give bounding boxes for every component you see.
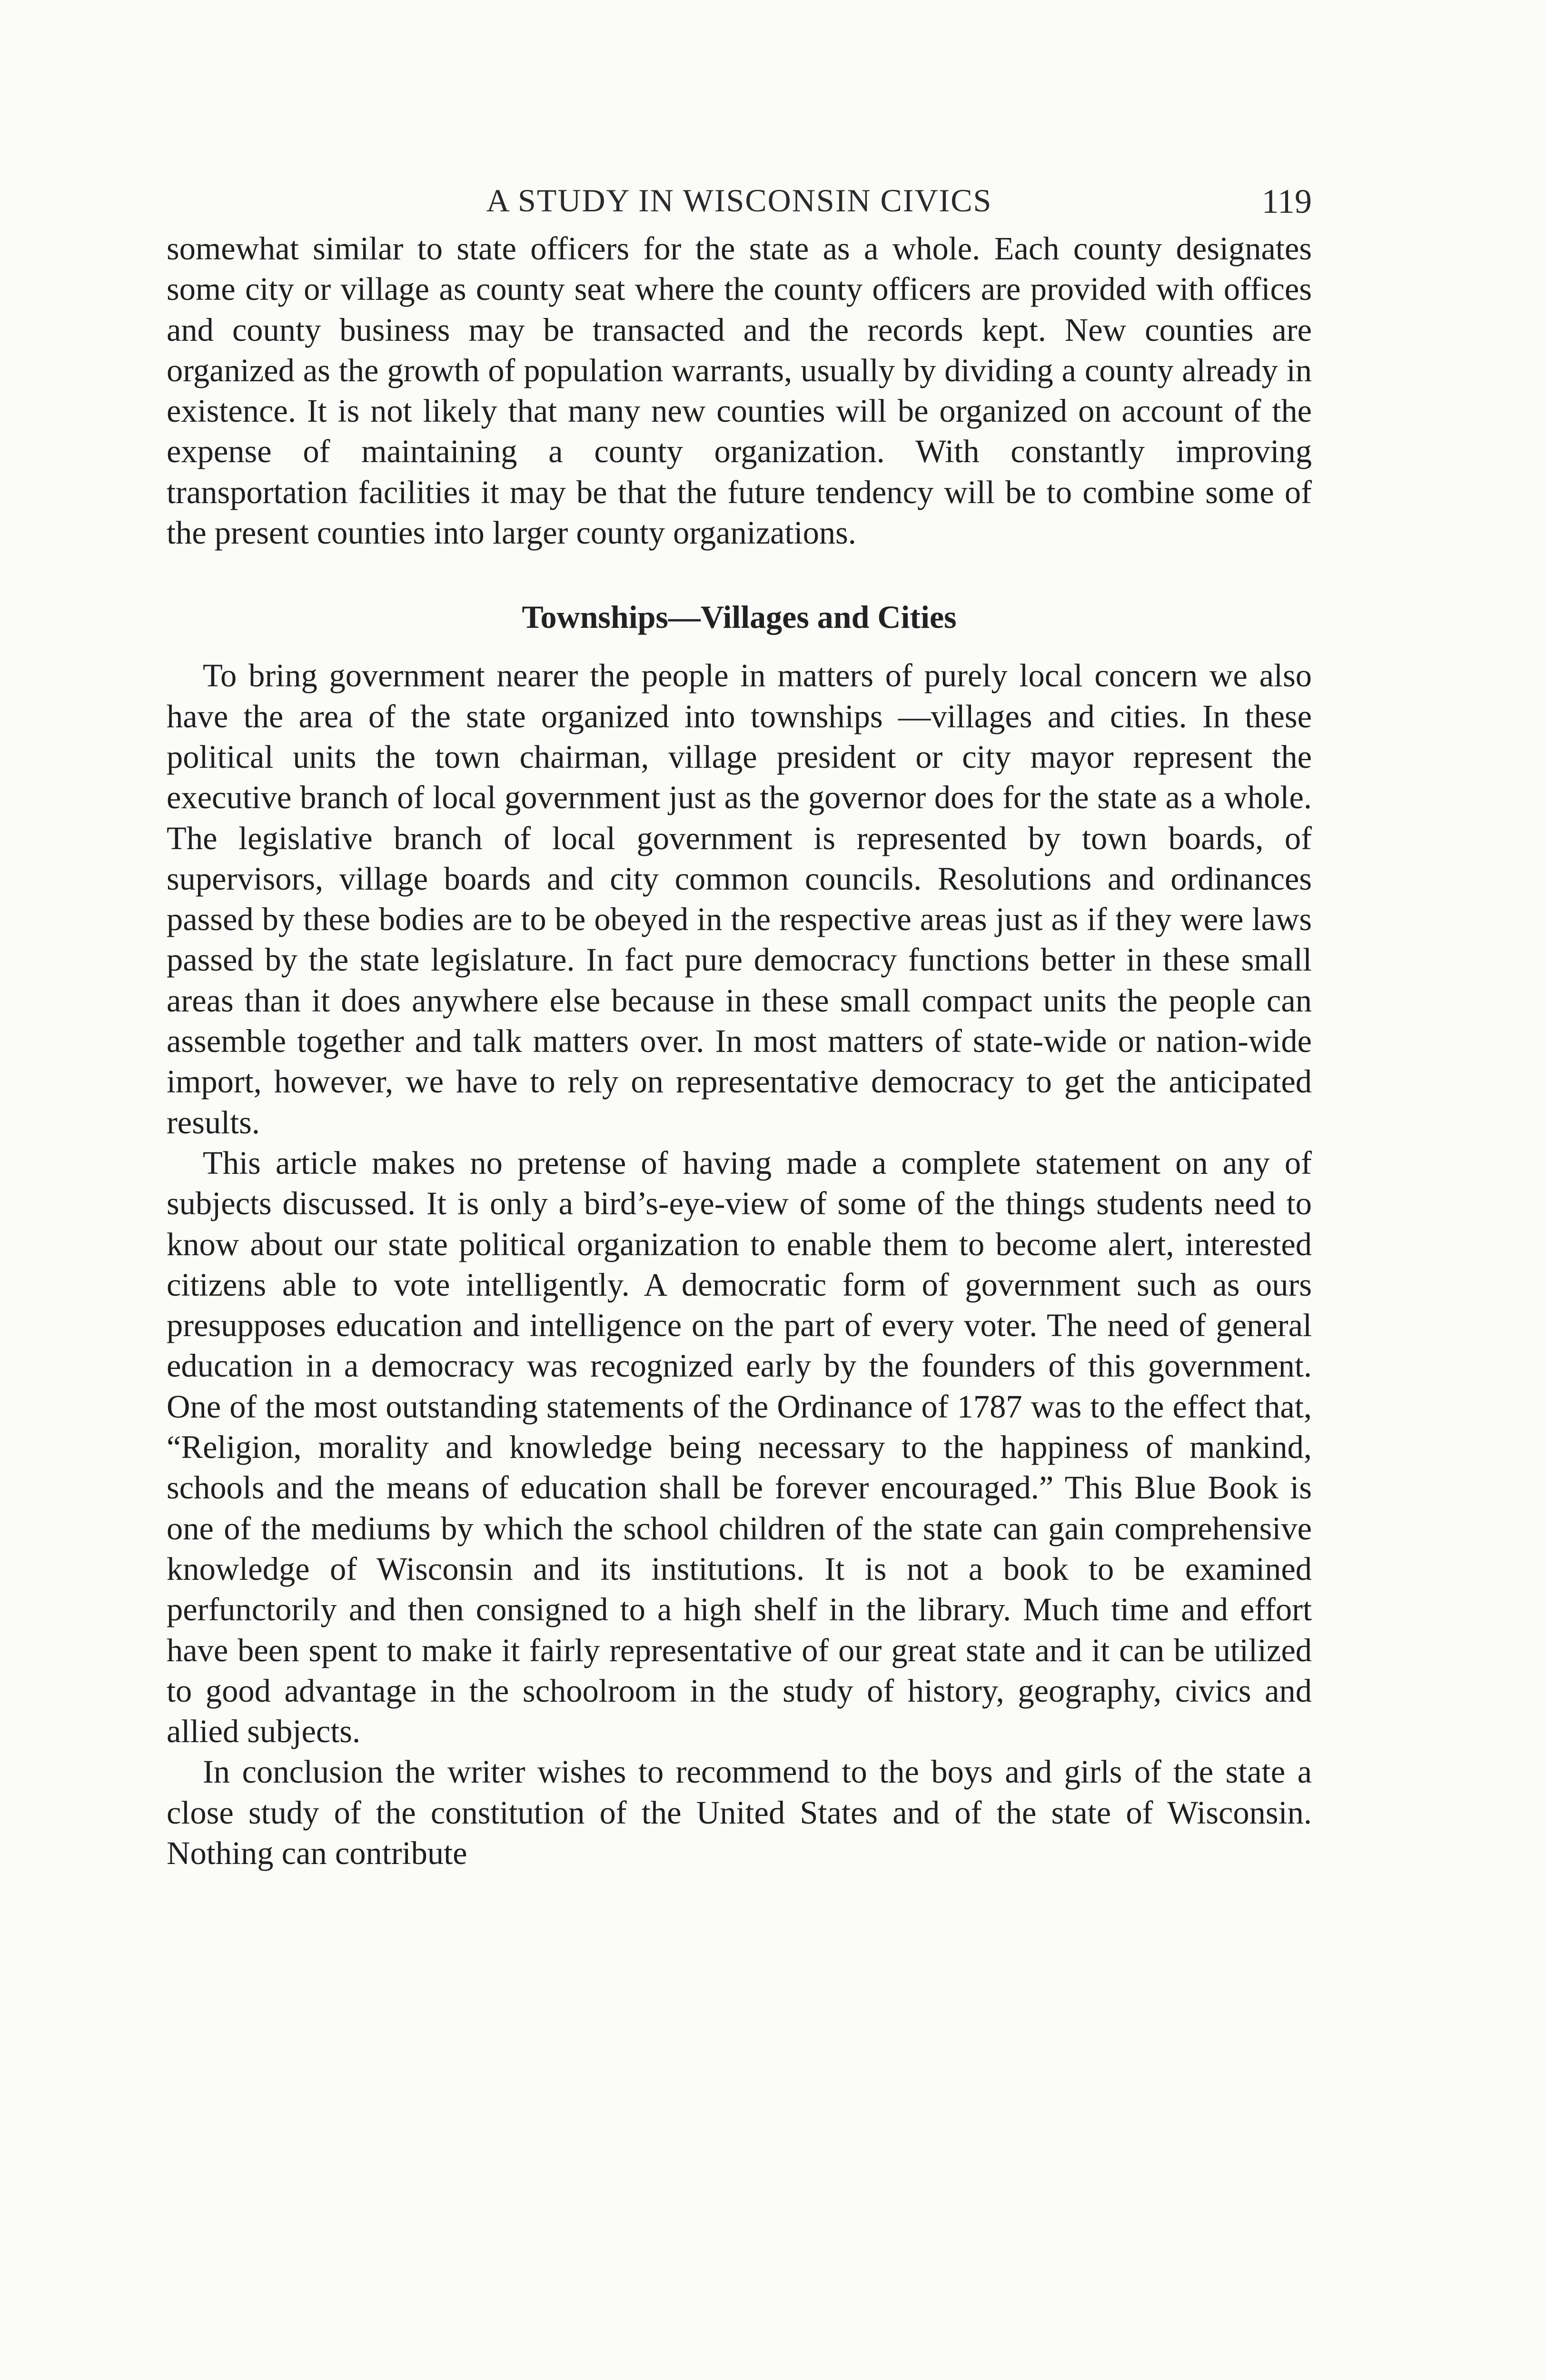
page-number: 119 — [1261, 182, 1312, 220]
spacer — [167, 637, 1312, 655]
paragraph-counties: somewhat similar to state officers for the state as a whole. Each county designates some city or village as county seat where the county officers are provided with offices and county business may be transacted and the records kept. New counties are organized as the growth of population warrants, usually by dividing a county already in existence. It is not likely that many new counties will be organized on account of the expense of maintaining a county organization. With constantly improving transportation facilities it may be that the future tendency will be to combine some of the present counties into larger county organizations. — [167, 230, 1312, 551]
paragraph-conclusion: In conclusion the writer wishes to recommend to the boys and girls of the state a close study of the constitution of the United States and of the state of Wisconsin. Nothing can contribute — [167, 1754, 1312, 1871]
spacer — [167, 553, 1312, 597]
paragraph-education: This article makes no pretense of having made a complete statement on any of subjects discussed. It is only a bird’s-eye-view of some of the things students need to know about our state political organization to enable them to become alert, interested citizens able to vote intelligently. A democratic form of government such as ours presupposes education and intelligence on the part of every voter. The need of general education in a democracy was recognized early by the founders of this government. One of the most outstanding statements of the Ordinance of 1787 was to the effect that, “Religion, morality and knowledge being necessary to the happiness of mankind, schools and the means of education shall be forever encouraged.” This Blue Book is one of the mediums by which the school children of the state can gain comprehensive knowledge of Wisconsin and its institutions. It is not a book to be examined perfunctorily and then consigned to a high shelf in the library. Much time and effort have been spent to make it fairly representative of our great state and it can be utilized to good advantage in the schoolroom in the study of history, geography, civics and allied subjects. — [167, 1144, 1312, 1750]
running-header — [167, 171, 1312, 228]
book-page — [167, 171, 1312, 1874]
running-title: A STUDY IN WISCONSIN CIVICS — [486, 182, 992, 218]
section-heading: Townships—Villages and Cities — [522, 599, 957, 635]
paragraph-townships: To bring government nearer the people in matters of purely local concern we also have the area of the state organized into townships —villages and cities. In these political units the town chairman, village president or city mayor represent the executive branch of local government just as the governor does for the state as a whole. The legislative branch of local government is represented by town boards, of supervisors, village boards and city common councils. Resolutions and ordinances passed by these bodies are to be obeyed in the respective areas just as if they were laws passed by the state legislature. In fact pure democracy functions better in these small areas than it does anywhere else because in these small compact units the people can assemble together and talk matters over. In most matters of state-wide or nation-wide import, however, we have to rely on representative democracy to get the anticipated results. — [167, 657, 1312, 1140]
